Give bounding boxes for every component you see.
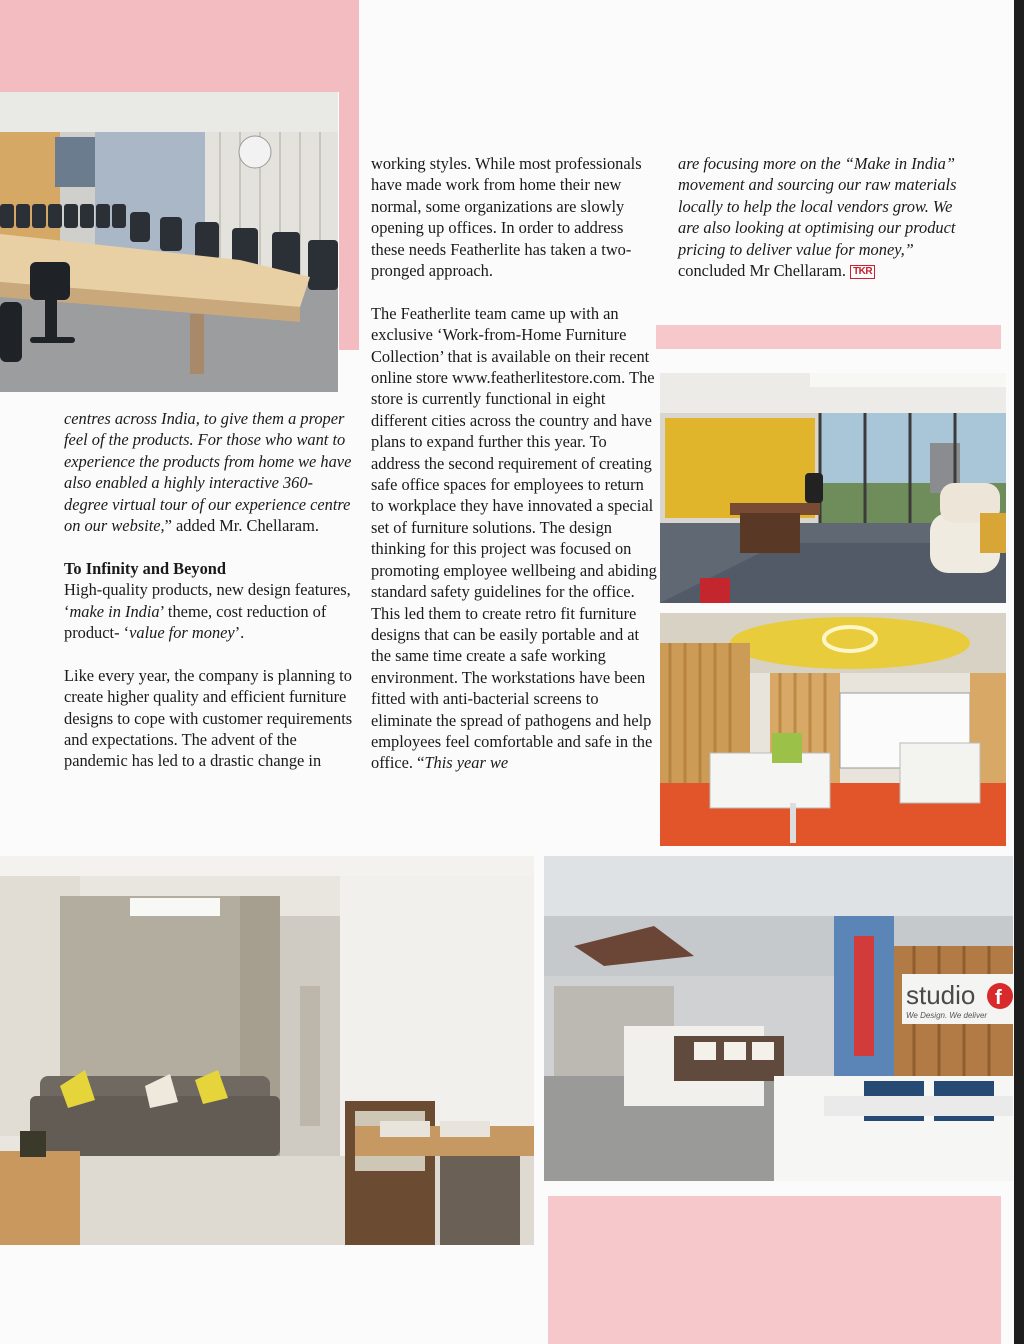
pink-block-bottom-right <box>548 1196 1001 1344</box>
col1-p2-e: ’. <box>234 623 245 643</box>
col1-p2-a: High-quality products, new design features, ‘ <box>64 580 351 621</box>
col1-p2-d: value for money <box>129 623 235 643</box>
photo-studio-showroom <box>544 856 1013 1181</box>
photo-workstation-orange-floor <box>660 613 1006 846</box>
col3-p1-tail: concluded Mr Chellaram. <box>678 261 846 281</box>
studio-sign-logo: f <box>995 987 1002 1009</box>
end-mark-logo: TKR <box>850 265 875 279</box>
col1-p2-b: make in India <box>69 601 160 621</box>
col2-p2-body: The Featherlite team came up with an exclusive ‘Work-from-Home Furniture Collection’ that is available on their recent online store www.featherlitestore.com. The store is currently functional in eight different cities across the country and have plans to expand further this year. To address the second requirement of creating safe office spaces for employees to return to workplace they have innovated a special set of furniture solutions. The design thinking for this project was focused on promoting employee wellbeing and abiding standard safety guidelines for the office. This led them to create retro fit furniture designs that can be easily portable and at the same time create a safe working environment. The workstations have been fitted with anti-bacterial screens to eliminate the spread of pathogens and help employees feel comfortable and safe in the office. “ <box>371 303 657 773</box>
text-column-3 <box>678 153 968 281</box>
photo-conference-room <box>0 92 339 392</box>
col1-p1-tail: ” added Mr. Chellaram. <box>164 516 319 536</box>
studio-sign-text: studio <box>906 980 976 1010</box>
col2-paragraph-1: working styles. While most professionals have made work from home their new normal, some organizations are slowly opening up offices. In order to address these needs Featherlite has taken a two-pronged approach. <box>371 154 642 281</box>
pink-bar-right <box>656 325 1001 349</box>
photo-office-yellow-wall <box>660 373 1006 603</box>
col3-paragraph-1 <box>678 153 968 281</box>
col2-p2-italic-tail: This year we <box>424 753 509 773</box>
col1-paragraph-3: Like every year, the company is planning to create higher quality and efficient furniture designs to cope with customer requirements and expectations. The advent of the pandemic has led to a drastic change in <box>64 665 353 771</box>
col2-paragraph-2 <box>371 303 658 774</box>
col1-p2-c: ’ theme, cost reduction of product- ‘ <box>64 601 327 643</box>
col3-p1-italic: are focusing more on the “Make in India” movement and sourcing our raw materials locally to help the local vendors grow. We are also looking at optimising our product pricing to deliver value for money,” <box>678 154 957 259</box>
text-column-2 <box>371 153 658 774</box>
section-heading: To Infinity and Beyond <box>64 558 227 578</box>
col1-paragraph-1 <box>64 408 354 536</box>
page-spine <box>1014 0 1024 1344</box>
col1-p1-italic: centres across India, to give them a proper feel of the products. For those who want to experience the products from home we have also enabled a highly interactive 360-degree virtual tour of our experience centre on our website, <box>64 409 352 536</box>
text-column-1 <box>64 408 354 772</box>
studio-sign-tagline: We Design. We deliver <box>906 1011 988 1020</box>
col1-section <box>64 558 354 644</box>
photo-living-room <box>0 856 534 1245</box>
